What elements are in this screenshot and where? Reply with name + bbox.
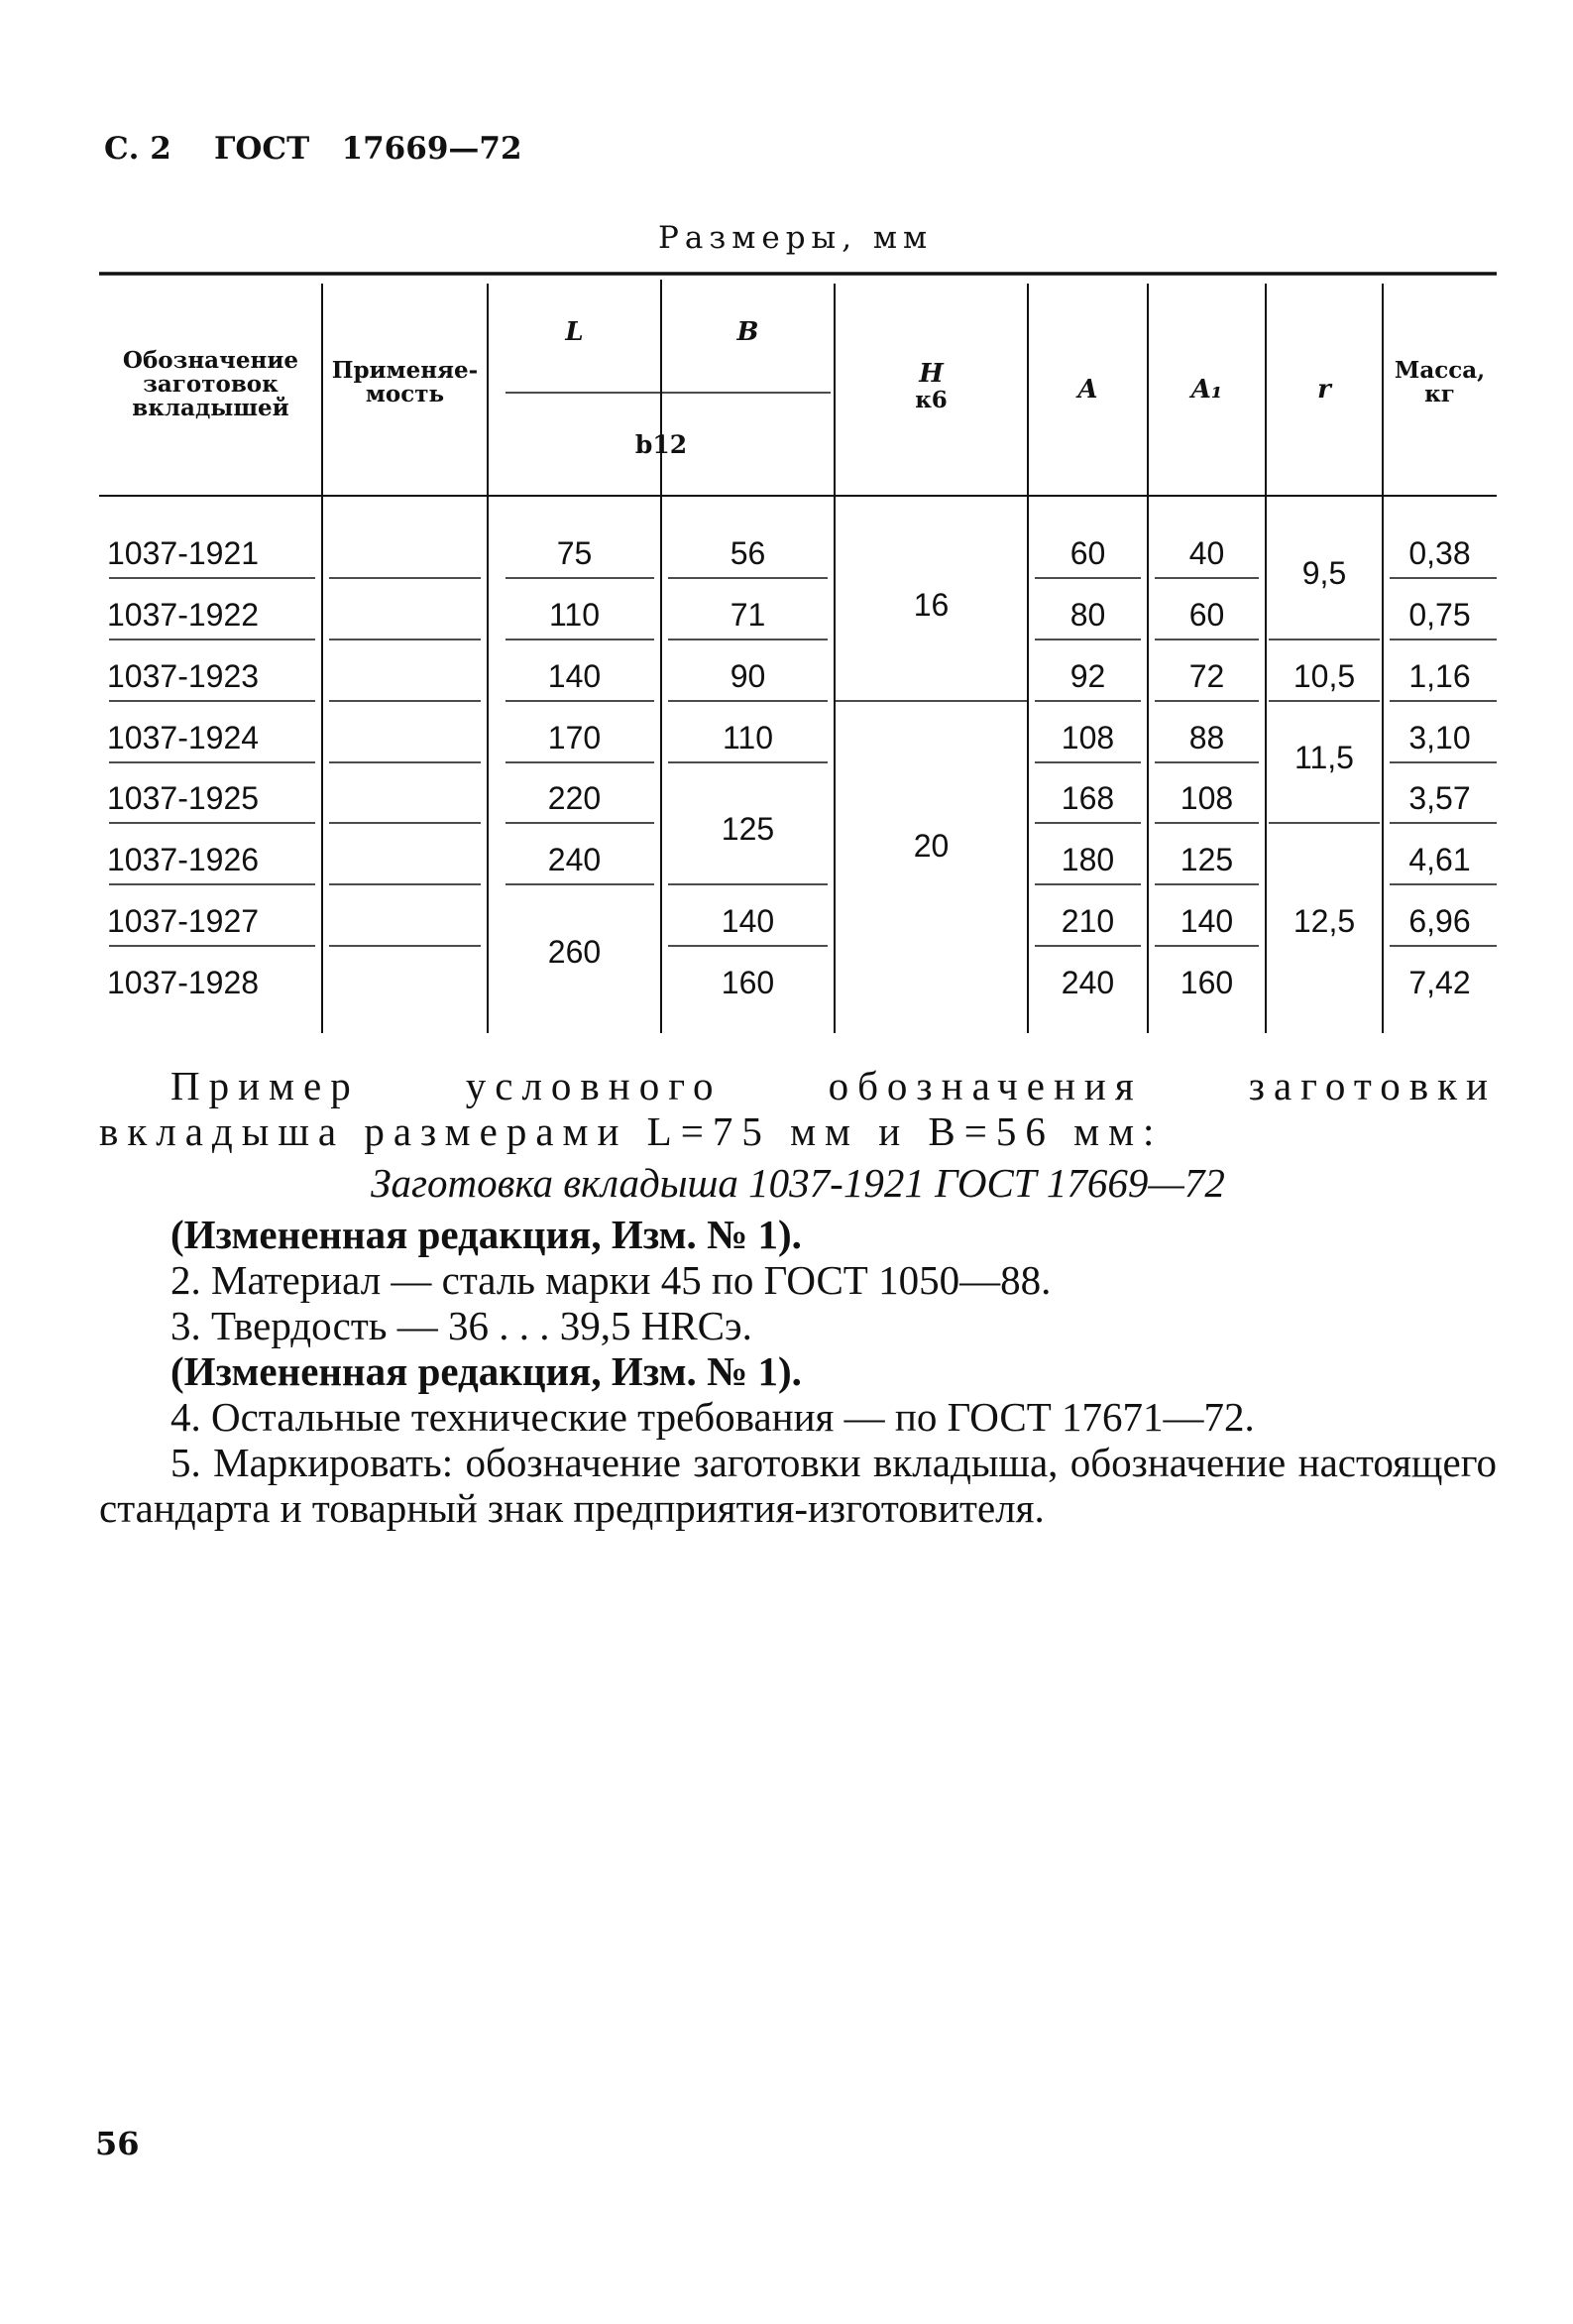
cell-L: 140 (547, 658, 602, 694)
header-designation-line3: вкладышей (132, 395, 289, 422)
page-label: С. 2 (104, 131, 171, 167)
example-intro: Пример условного обозначения заготовки вкладыша размерами L=75 мм и B=56 мм: (99, 1063, 1497, 1154)
cell-B-merged: 125 (721, 811, 775, 847)
header-A1: A₁ (1190, 375, 1223, 405)
cell-designation: 1037-1928 (107, 965, 260, 1000)
cell-L: 240 (547, 842, 602, 877)
dimensions-table (99, 268, 1497, 1036)
cell-L: 170 (547, 720, 602, 755)
header-B: B (736, 317, 759, 347)
page-number: 56 (95, 2125, 140, 2162)
cell-A: 108 (1061, 720, 1115, 755)
amendment-note-1: (Измененная редакция, Изм. № 1). (170, 1212, 802, 1257)
header-H: H (919, 359, 944, 389)
header-r: r (1317, 375, 1331, 405)
body-text (99, 1063, 1497, 1531)
cell-r-merged: 12,5 (1292, 903, 1356, 939)
table-caption: Размеры, мм (658, 220, 934, 256)
header-designation-line2: заготовок (143, 371, 279, 399)
cell-B: 56 (730, 535, 766, 571)
standard-number: 17669—72 (341, 131, 522, 167)
header-mass (1383, 359, 1497, 407)
cell-A: 168 (1061, 780, 1115, 816)
cell-B: 90 (730, 658, 766, 694)
cell-L-merged: 260 (547, 934, 602, 970)
cell-designation: 1037-1925 (107, 780, 260, 816)
cell-A: 80 (1069, 597, 1106, 633)
header-tolerance-b12: b12 (634, 430, 688, 459)
header-mass-line2: кг (1424, 381, 1455, 408)
cell-r-merged: 11,5 (1294, 740, 1354, 775)
page-header (104, 131, 522, 167)
cell-mass: 1,16 (1408, 658, 1471, 694)
cell-L: 110 (548, 597, 600, 633)
cell-A: 60 (1069, 535, 1106, 571)
cell-mass: 3,57 (1408, 780, 1471, 816)
cell-designation: 1037-1924 (107, 720, 260, 755)
cell-mass: 0,75 (1408, 597, 1471, 633)
cell-L: 220 (547, 780, 602, 816)
cell-A: 92 (1069, 658, 1106, 694)
cell-r-merged: 9,5 (1301, 555, 1347, 591)
cell-A1: 88 (1188, 720, 1225, 755)
cell-A1: 60 (1188, 597, 1225, 633)
item-2: 2. Материал — сталь марки 45 по ГОСТ 1050—88. (170, 1257, 1052, 1303)
cell-A: 180 (1061, 842, 1115, 877)
cell-A1: 108 (1180, 780, 1234, 816)
cell-A1: 40 (1188, 535, 1225, 571)
cell-A1: 72 (1188, 658, 1225, 694)
header-L: L (565, 317, 584, 347)
cell-L: 75 (556, 535, 593, 571)
cell-A1: 140 (1180, 903, 1234, 939)
cell-A: 210 (1061, 903, 1115, 939)
cell-B: 110 (722, 720, 773, 755)
header-designation-line1: Обозначение (122, 347, 299, 374)
cell-A1: 125 (1180, 842, 1234, 877)
header-applicability (322, 359, 488, 407)
amendment-note-2: (Измененная редакция, Изм. № 1). (170, 1348, 802, 1394)
standard-label: ГОСТ (214, 131, 310, 167)
cell-mass: 6,96 (1408, 903, 1471, 939)
cell-mass: 0,38 (1408, 535, 1471, 571)
cell-designation: 1037-1921 (107, 535, 260, 571)
cell-A1: 160 (1180, 965, 1234, 1000)
item-5: 5. Маркировать: обозначение заготовки вкладыша, обозначение настоящего стандарта и товарный знак предприятия-изготовителя. (99, 1440, 1497, 1531)
cell-designation: 1037-1922 (107, 597, 260, 633)
cell-H-merged: 16 (913, 587, 950, 623)
header-A: A (1077, 375, 1098, 405)
cell-mass: 3,10 (1408, 720, 1471, 755)
cell-r: 10,5 (1292, 658, 1356, 694)
header-mass-line1: Масса, (1394, 357, 1486, 384)
cell-designation: 1037-1923 (107, 658, 260, 694)
cell-mass: 7,42 (1408, 965, 1471, 1000)
cell-designation: 1037-1926 (107, 842, 260, 877)
cell-designation: 1037-1927 (107, 903, 260, 939)
header-designation (99, 349, 322, 420)
example-designation: Заготовка вкладыша 1037-1921 ГОСТ 17669—72 (371, 1160, 1225, 1206)
header-applicability-line2: мость (365, 381, 445, 408)
item-3: 3. Твердость — 36 . . . 39,5 HRCэ. (170, 1303, 752, 1348)
cell-B: 160 (721, 965, 775, 1000)
cell-B: 71 (730, 597, 766, 633)
cell-B: 140 (721, 903, 775, 939)
cell-H-merged: 20 (913, 828, 950, 864)
header-H-tolerance: к6 (915, 387, 948, 413)
header-applicability-line1: Применяе- (331, 357, 479, 384)
cell-A: 240 (1061, 965, 1115, 1000)
cell-mass: 4,61 (1408, 842, 1471, 877)
item-4: 4. Остальные технические требования — по ГОСТ 17671—72. (170, 1394, 1255, 1440)
